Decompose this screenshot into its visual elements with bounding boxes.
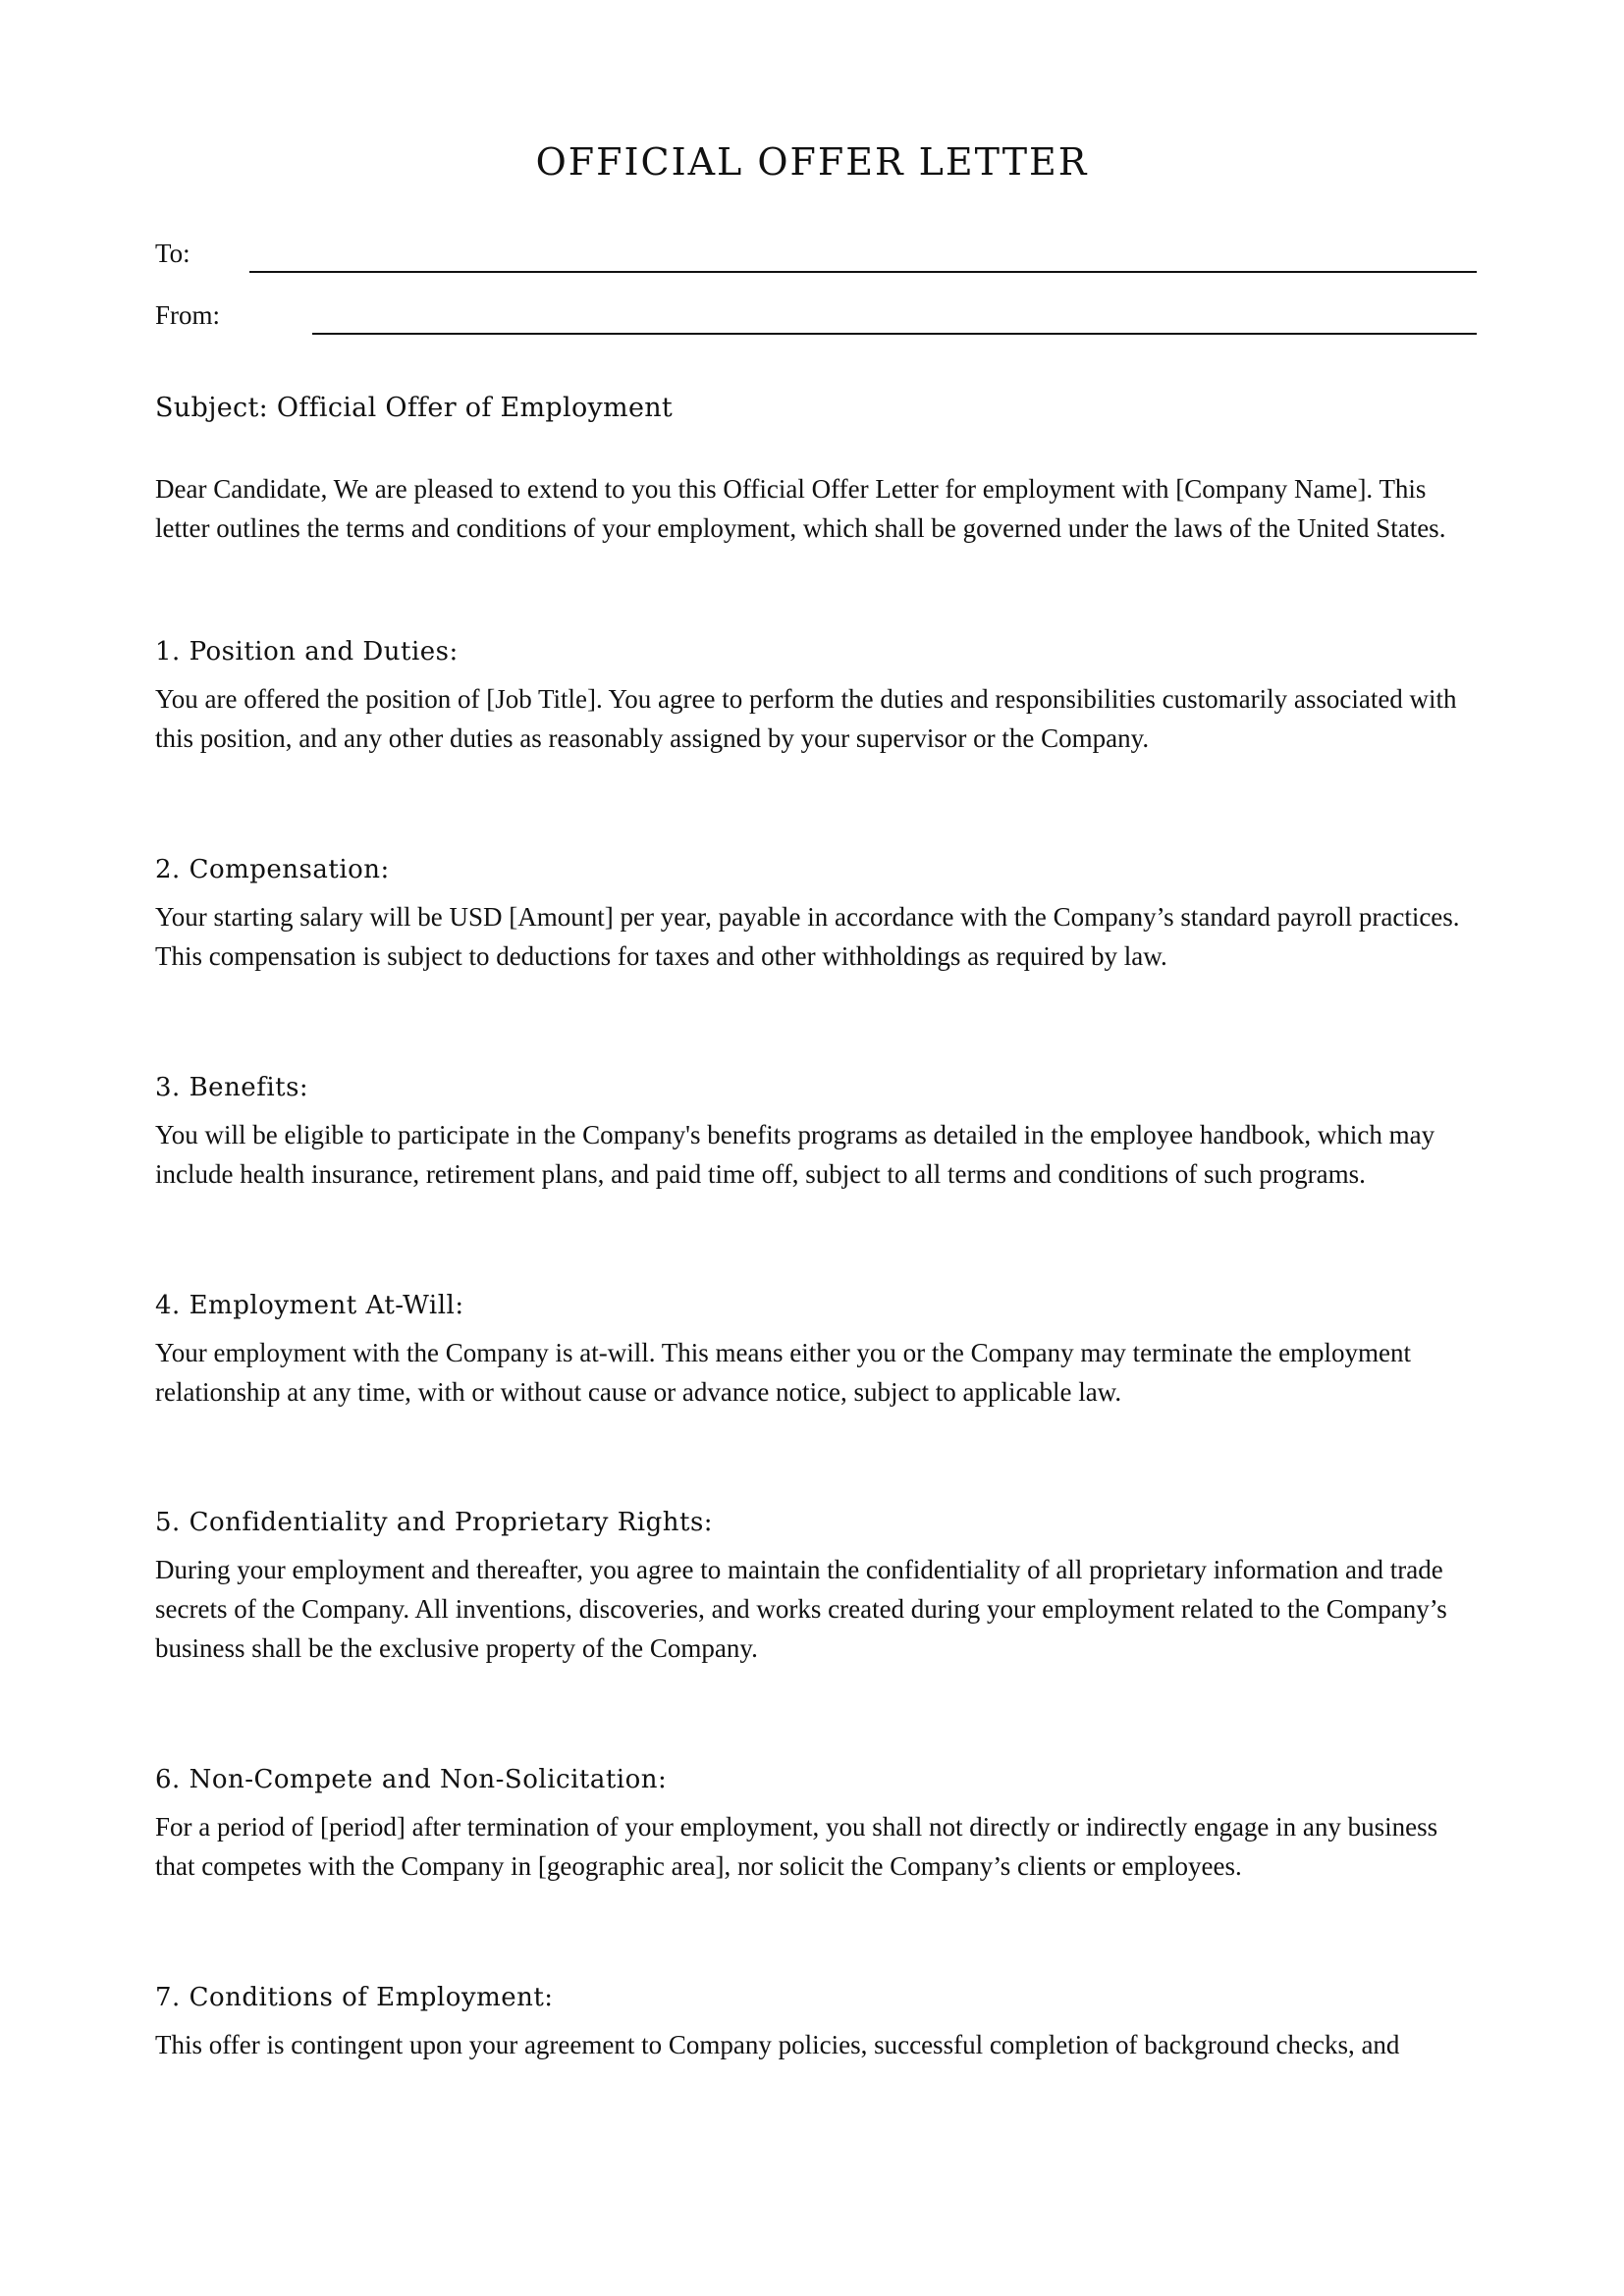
document-title: OFFICIAL OFFER LETTER <box>535 140 1089 185</box>
intro-paragraph: Dear Candidate, We are pleased to extend to you this Official Offer Letter for employment with [Company Name]. This letter outlines the terms and conditions of your employment, which shall be governed under the laws of the United States. <box>155 474 1446 543</box>
to-label: To: <box>155 239 190 268</box>
section-heading: 6. Non-Compete and Non-Solicitation: <box>155 1765 668 1794</box>
from-field <box>155 295 1477 335</box>
subject-line: Subject: Official Offer of Employment <box>155 393 674 423</box>
section-heading: 4. Employment At-Will: <box>155 1291 464 1320</box>
section-body: This offer is contingent upon your agreement to Company policies, successful completion of background checks, and <box>155 2030 1400 2059</box>
section-body: During your employment and thereafter, you agree to maintain the confidentiality of all proprietary information and trade secrets of the Company. All inventions, discoveries, and works created during your employment related to the Company’s business shall be the exclusive property of the Company. <box>155 1555 1447 1663</box>
section-compensation <box>155 852 1481 976</box>
section-body: Your employment with the Company is at-will. This means either you or the Company may terminate the employment relationship at any time, with or without cause or advance notice, subject to applicable law. <box>155 1338 1412 1407</box>
section-confidentiality <box>155 1505 1481 1668</box>
section-body: For a period of [period] after termination of your employment, you shall not directly or indirectly engage in any business that competes with the Company in [geographic area], nor solicit the Company’s clients or employees. <box>155 1812 1438 1881</box>
to-blank-line <box>249 271 1477 273</box>
section-heading: 2. Compensation: <box>155 855 390 884</box>
section-conditions <box>155 1980 1481 2064</box>
from-blank-line <box>312 333 1477 335</box>
section-heading: 7. Conditions of Employment: <box>155 1983 554 2012</box>
section-employment-at-will <box>155 1288 1481 1412</box>
section-body: You are offered the position of [Job Title]. You agree to perform the duties and responsibilities customarily associated with this position, and any other duties as reasonably assigned by your supervisor or the Company. <box>155 684 1457 753</box>
section-benefits <box>155 1070 1481 1194</box>
to-field <box>155 234 1477 273</box>
section-heading: 5. Confidentiality and Proprietary Rights: <box>155 1508 714 1537</box>
section-heading: 3. Benefits: <box>155 1073 309 1102</box>
section-position-duties <box>155 634 1481 758</box>
section-non-compete <box>155 1762 1481 1886</box>
from-label: From: <box>155 300 221 330</box>
section-body: You will be eligible to participate in the Company's benefits programs as detailed in the employee handbook, which may include health insurance, retirement plans, and paid time off, subject to all terms and conditions of such programs. <box>155 1120 1435 1189</box>
section-heading: 1. Position and Duties: <box>155 637 459 667</box>
section-body: Your starting salary will be USD [Amount] per year, payable in accordance with the Company’s standard payroll practices. This compensation is subject to deductions for taxes and other withholdings as required by law. <box>155 902 1460 971</box>
